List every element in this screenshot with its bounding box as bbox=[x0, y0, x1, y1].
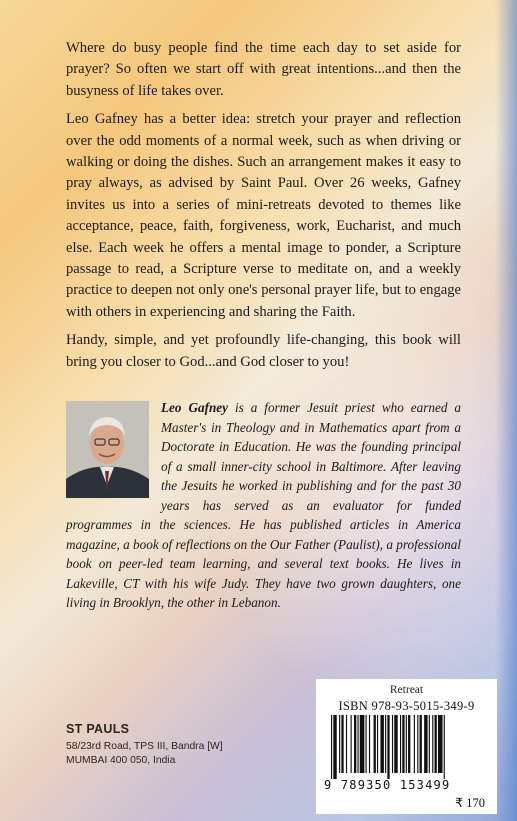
blurb-paragraph: Handy, simple, and yet profoundly life-changing, this book will bring you closer to God...and God closer to you! bbox=[66, 332, 461, 370]
author-photo bbox=[66, 401, 149, 498]
barcode-panel bbox=[316, 679, 497, 814]
barcode-bars bbox=[331, 715, 483, 779]
price-label: ₹ 170 bbox=[455, 796, 485, 810]
author-bio-section bbox=[66, 398, 461, 613]
publisher-address-line2: MUMBAI 400 050, India bbox=[66, 755, 176, 766]
blurb-paragraph: Where do busy people find the time each day to set aside for prayer? So often we start off with great intentions...and then the busyness of life takes over. bbox=[66, 40, 461, 99]
cover-edge-gradient bbox=[495, 0, 517, 821]
author-name: Leo Gafney bbox=[161, 400, 229, 415]
isbn-text: ISBN 978-93-5015-349-9 bbox=[338, 699, 475, 713]
publisher-name: ST PAULS bbox=[66, 722, 130, 736]
author-portrait-illustration bbox=[66, 401, 149, 498]
publisher-info bbox=[66, 722, 223, 768]
back-cover-blurb bbox=[66, 38, 461, 380]
genre-label: Retreat bbox=[389, 684, 424, 696]
blurb-paragraph: Leo Gafney has a better idea: stretch your prayer and reflection over the odd moments of a normal week, such as when driving or walking or doing the dishes. Such an arrangement makes it easy to pray always, as advised by Saint Paul. Over 26 weeks, Gafney invites us into a series of mini-retreats devoted to themes like acceptance, peace, faith, forgiveness, work, Eucharist, and much else. Each week he offers a mental image to ponder, a Scripture passage to read, a Scripture verse to meditate on, and a weekly practice to deepen not only one's personal prayer life, but to engage with others in experiencing and sharing the Faith. bbox=[66, 111, 461, 320]
author-bio: is a former Jesuit priest who earned a Master's in Theology and in Mathematics apart from a Doctorate in Education. He was the founding principal of a small inner-city school in Baltimore. After leaving the Jesuits he worked in publishing and for the past 30 years has served as an evaluator for funded programmes in the sciences. He has published articles in America magazine, a book of reflections on the Our Father (Paulist), a professional book on peer-led team learning, and several text books. He lives in Lakeville, CT with his wife Judy. They have two grown daughters, one living in Brooklyn, the other in Lebanon. bbox=[66, 400, 461, 610]
publisher-address-line1: 58/23rd Road, TPS III, Bandra [W] bbox=[66, 741, 223, 752]
barcode-digits: 9 789350 153499 bbox=[324, 778, 451, 792]
